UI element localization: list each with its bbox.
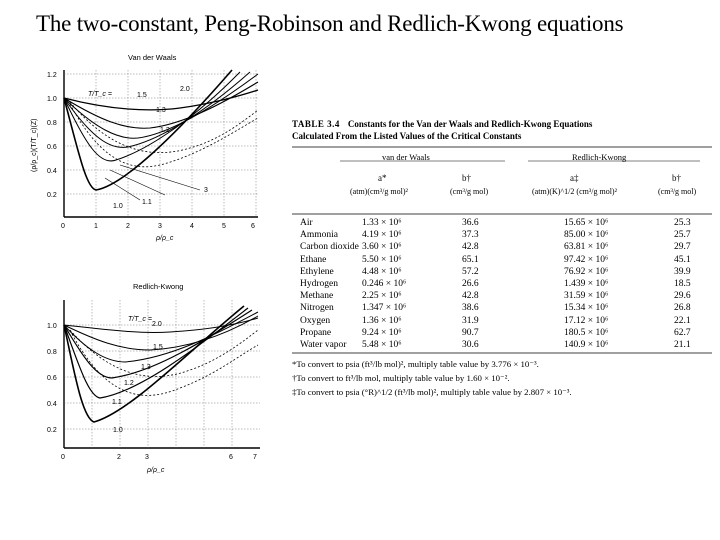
rk-xtick: 0: [61, 454, 65, 461]
unit-a: (atm)(cm³/g mol)²: [350, 187, 408, 196]
rk-curve-label: 1.1: [112, 399, 122, 406]
cell-name: Air: [300, 218, 313, 228]
cell-ak: 1.439 × 10⁶: [564, 279, 609, 289]
table-caption: [292, 118, 714, 142]
footnote: ‡To convert to psia (°R)^1/2 (ft³/lb mol)², multiply table value by 2.807 × 10⁻³.: [292, 387, 572, 397]
cell-b: 65.1: [462, 254, 479, 265]
col-a: a*: [378, 173, 387, 183]
rk-xtick: 7: [253, 454, 257, 461]
cell-ak: 180.5 × 10⁶: [564, 327, 609, 338]
vdw-ytick: 0.2: [47, 192, 57, 199]
vdw-xtick: 5: [222, 223, 226, 230]
rk-curve-label: 2.0: [152, 321, 162, 328]
cell-ak: 15.65 × 10⁶: [564, 218, 609, 228]
cell-b: 37.3: [462, 230, 479, 241]
vdw-xtick: 6: [251, 223, 255, 230]
cell-a: 1.36 × 10⁶: [362, 315, 402, 326]
table-row: [292, 230, 714, 242]
table-row: [292, 255, 714, 267]
cell-bk: 25.3: [674, 218, 691, 228]
vdw-ytick: 1.2: [47, 72, 57, 79]
cell-ak: 97.42 × 10⁶: [564, 254, 609, 265]
table-row: [292, 340, 714, 352]
cell-b: 90.7: [462, 327, 479, 338]
col-b: b†: [462, 173, 471, 183]
rk-xtick: 3: [145, 454, 149, 461]
vdw-chart-title: Van der Waals: [128, 53, 177, 62]
rk-ytick: 0.2: [47, 427, 57, 434]
rk-ytick: 0.8: [47, 349, 57, 356]
constants-table: [292, 118, 714, 397]
table-caption-line1: Constants for the Van der Waals and Redlich-Kwong Equations: [347, 119, 593, 129]
cell-name: Ethane: [300, 254, 327, 265]
cell-b: 42.8: [462, 291, 479, 302]
cell-bk: 18.5: [674, 279, 691, 289]
cell-bk: 29.6: [674, 291, 691, 302]
table-caption-line2: Calculated From the Listed Values of the Critical Constants: [292, 131, 522, 141]
unit-bk: (cm³/g mol): [658, 187, 697, 196]
table-row: [292, 328, 714, 340]
vdw-ytick: 0.8: [47, 120, 57, 127]
cell-ak: 76.92 × 10⁶: [564, 266, 609, 277]
cell-name: Methane: [300, 291, 334, 302]
vdw-pointer-2: [110, 170, 165, 195]
cell-a: 2.25 × 10⁶: [362, 291, 402, 302]
cell-a: 4.19 × 10⁶: [362, 230, 402, 241]
vdw-ytick: 0.4: [47, 168, 57, 175]
cell-name: Ethylene: [300, 266, 334, 277]
vdw-curve-label: 1.3: [156, 107, 166, 114]
rk-curve-label: 1.3: [141, 364, 151, 371]
vdw-curve-1.0: [64, 70, 232, 190]
cell-a: 0.246 × 10⁶: [362, 279, 407, 289]
unit-b: (cm³/g mol): [450, 187, 489, 196]
rk-ytick: 0.4: [47, 401, 57, 408]
cell-bk: 21.1: [674, 340, 691, 350]
rk-xtick: 6: [229, 454, 233, 461]
cell-a: 1.33 × 10⁶: [362, 218, 402, 228]
vdw-xlabel: ρ/ρ_c: [156, 235, 174, 242]
cell-ak: 17.12 × 10⁶: [564, 315, 609, 326]
cell-bk: 45.1: [674, 254, 691, 265]
vdw-pointer-3: [120, 165, 200, 190]
vdw-ratio-label: T/T_c =: [88, 91, 112, 98]
table-row: [292, 316, 714, 328]
cell-bk: 62.7: [674, 327, 691, 338]
page-title: The two-constant, Peng-Robinson and Redlich-Kwong equations: [36, 11, 624, 36]
cell-a: 3.60 × 10⁶: [362, 242, 402, 253]
vdw-curve-label: 1.1: [142, 199, 152, 206]
cell-name: Propane: [300, 327, 332, 338]
cell-ak: 15.34 × 10⁶: [564, 303, 609, 314]
cell-ak: 63.81 × 10⁶: [564, 242, 609, 253]
cell-b: 38.6: [462, 303, 479, 314]
vdw-ylabel: (ρ/ρ_c)(T/T_c)(Z): [31, 118, 38, 172]
cell-bk: 22.1: [674, 315, 691, 326]
vdw-chart: [31, 53, 258, 242]
table-row: [292, 279, 714, 291]
vdw-curve-label: 2.0: [180, 86, 190, 93]
rk-xlabel: ρ/ρ_c: [147, 467, 165, 474]
cell-b: 30.6: [462, 340, 479, 350]
cell-ak: 85.00 × 10⁶: [564, 230, 609, 241]
vdw-curve-label: 3: [204, 187, 208, 194]
table-row: [292, 303, 714, 315]
vdw-curve-label: 1.0: [113, 203, 123, 210]
cell-ak: 31.59 × 10⁶: [564, 291, 609, 302]
cell-a: 5.48 × 10⁶: [362, 340, 402, 350]
rk-chart-title: Redlich-Kwong: [133, 282, 184, 291]
rk-curve-label: 1.0: [113, 427, 123, 434]
cell-a: 4.48 × 10⁶: [362, 266, 402, 277]
col-ak: a‡: [570, 173, 579, 183]
table-row: [292, 242, 714, 254]
cell-b: 26.6: [462, 279, 479, 289]
vdw-curve-label: 1.2: [160, 127, 170, 134]
group-vdw: van der Waals: [382, 152, 430, 162]
rk-chart: [47, 282, 260, 474]
cell-name: Oxygen: [300, 315, 331, 326]
cell-b: 31.9: [462, 315, 479, 326]
vdw-ytick: 1.0: [47, 96, 57, 103]
rk-ytick: 0.6: [47, 375, 57, 382]
table-row: [292, 218, 714, 230]
cell-name: Hydrogen: [300, 279, 338, 289]
rk-curve-dash-b: [72, 334, 258, 395]
vdw-xtick: 3: [158, 223, 162, 230]
cell-name: Water vapor: [300, 340, 347, 350]
cell-ak: 140.9 × 10⁶: [564, 340, 609, 350]
vdw-xtick: 1: [94, 223, 98, 230]
table-row: [292, 267, 714, 279]
cell-a: 9.24 × 10⁶: [362, 327, 402, 338]
rk-curve-label: 1.2: [124, 380, 134, 387]
cell-b: 57.2: [462, 266, 479, 277]
cell-name: Ammonia: [300, 230, 338, 241]
cell-a: 1.347 × 10⁶: [362, 303, 407, 314]
vdw-ytick: 0.6: [47, 144, 57, 151]
vdw-xtick: 0: [61, 223, 65, 230]
rk-curve-label: 1.5: [153, 344, 163, 351]
cell-name: Nitrogen: [300, 303, 334, 314]
vdw-xtick: 2: [126, 223, 130, 230]
unit-ak: (atm)(K)^1/2 (cm³/g mol)²: [532, 187, 617, 196]
footnote: †To convert to ft³/lb mol, multiply table value by 1.60 × 10⁻².: [292, 373, 510, 383]
table-row: [292, 291, 714, 303]
cell-bk: 25.7: [674, 230, 691, 241]
table-label: TABLE 3.4: [292, 119, 340, 129]
rk-ratio-label: T/T_c =: [128, 316, 152, 323]
vdw-curve-1.1: [64, 72, 240, 161]
group-rk: Redlich-Kwong: [572, 152, 627, 162]
cell-b: 36.6: [462, 218, 479, 228]
cell-bk: 26.8: [674, 303, 691, 314]
cell-bk: 29.7: [674, 242, 691, 253]
cell-b: 42.8: [462, 242, 479, 253]
rk-xtick: 2: [117, 454, 121, 461]
cell-a: 5.50 × 10⁶: [362, 254, 402, 265]
rk-ytick: 1.0: [47, 323, 57, 330]
cell-bk: 39.9: [674, 266, 691, 277]
vdw-curve-label: 1.5: [137, 92, 147, 99]
vdw-xtick: 4: [190, 223, 194, 230]
footnote: *To convert to psia (ft³/lb mol)², multiply table value by 3.776 × 10⁻³.: [292, 359, 539, 369]
cell-name: Carbon dioxide: [300, 242, 359, 253]
col-bk: b†: [672, 173, 681, 183]
